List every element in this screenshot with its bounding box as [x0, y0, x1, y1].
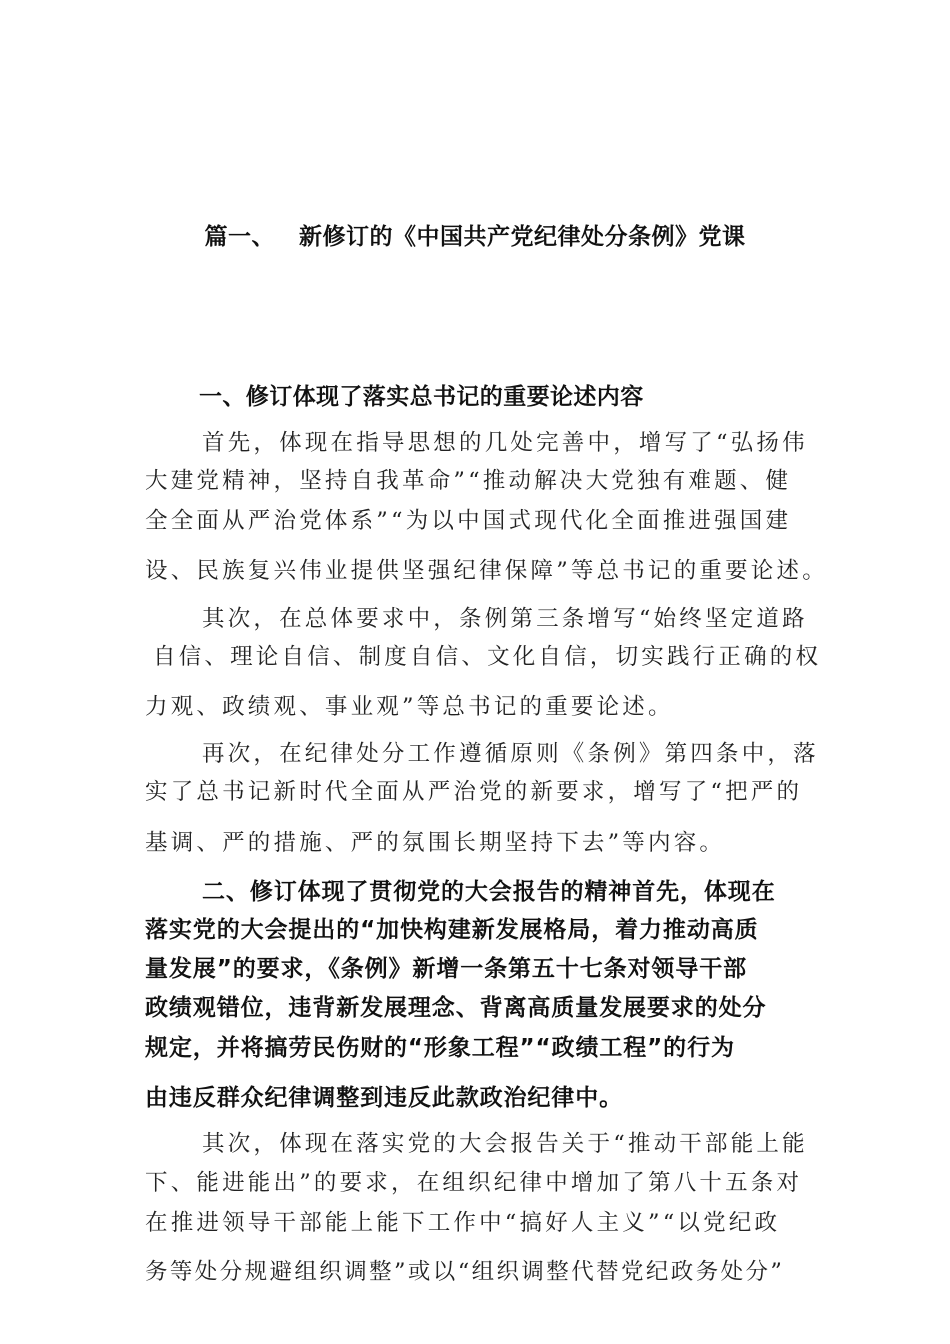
- title-prefix: 篇一、: [204, 224, 275, 250]
- paragraph-line: 自信、理论自信、制度自信、文化自信，切实践行正确的权: [153, 644, 822, 670]
- paragraph-line: 基调、严的措施、严的氛围长期坚持下去”等内容。: [145, 830, 726, 856]
- paragraph-line: 量发展”的要求，《条例》新增一条第五十七条对领导干部: [145, 956, 748, 982]
- paragraph-line: 由违反群众纪律调整到违反此款政治纪律中。: [145, 1085, 623, 1111]
- document-title: [0, 218, 950, 251]
- title-main: 新修订的《中国共产党纪律处分条例》党课: [299, 224, 746, 250]
- paragraph-line: 政绩观错位，违背新发展理念、背离高质量发展要求的处分: [145, 995, 767, 1021]
- paragraph-line: 设、民族复兴伟业提供坚强纪律保障”等总书记的重要论述。: [145, 558, 828, 584]
- paragraph-line: 下、能进能出”的要求，在组织纪律中增加了第八十五条对: [145, 1170, 803, 1196]
- section-heading-1: 一、修订体现了落实总书记的重要论述内容: [199, 384, 644, 410]
- paragraph-line: 全全面从严治党体系”“为以中国式现代化全面推进强国建: [145, 508, 792, 534]
- paragraph-line: 首先，体现在指导思想的几处完善中，增写了“弘扬伟: [202, 430, 808, 456]
- paragraph-line: 力观、政绩观、事业观”等总书记的重要论述。: [145, 694, 674, 720]
- paragraph-line: 务等处分规避组织调整”或以“组织调整代替党纪政务处分”: [145, 1259, 785, 1285]
- paragraph-line: 规定，并将搞劳民伤财的“形象工程”“政绩工程”的行为: [145, 1035, 735, 1061]
- paragraph-line: 落实党的大会提出的“加快构建新发展格局，着力推动高质: [145, 917, 759, 943]
- paragraph-line: 其次，体现在落实党的大会报告关于“推动干部能上能: [202, 1131, 808, 1157]
- paragraph-line: 二、修订体现了贯彻党的大会报告的精神首先，体现在: [202, 879, 776, 905]
- paragraph-line: 大建党精神，坚持自我革命”“推动解决大党独有难题、健: [145, 468, 792, 494]
- paragraph-line: 再次，在纪律处分工作遵循原则《条例》第四条中，落: [202, 741, 819, 767]
- paragraph-line: 其次，在总体要求中，条例第三条增写“始终坚定道路: [202, 606, 808, 632]
- paragraph-line: 实了总书记新时代全面从严治党的新要求，增写了“把严的: [145, 779, 803, 805]
- paragraph-line: 在推进领导干部能上能下工作中“搞好人主义”“以党纪政: [145, 1210, 781, 1236]
